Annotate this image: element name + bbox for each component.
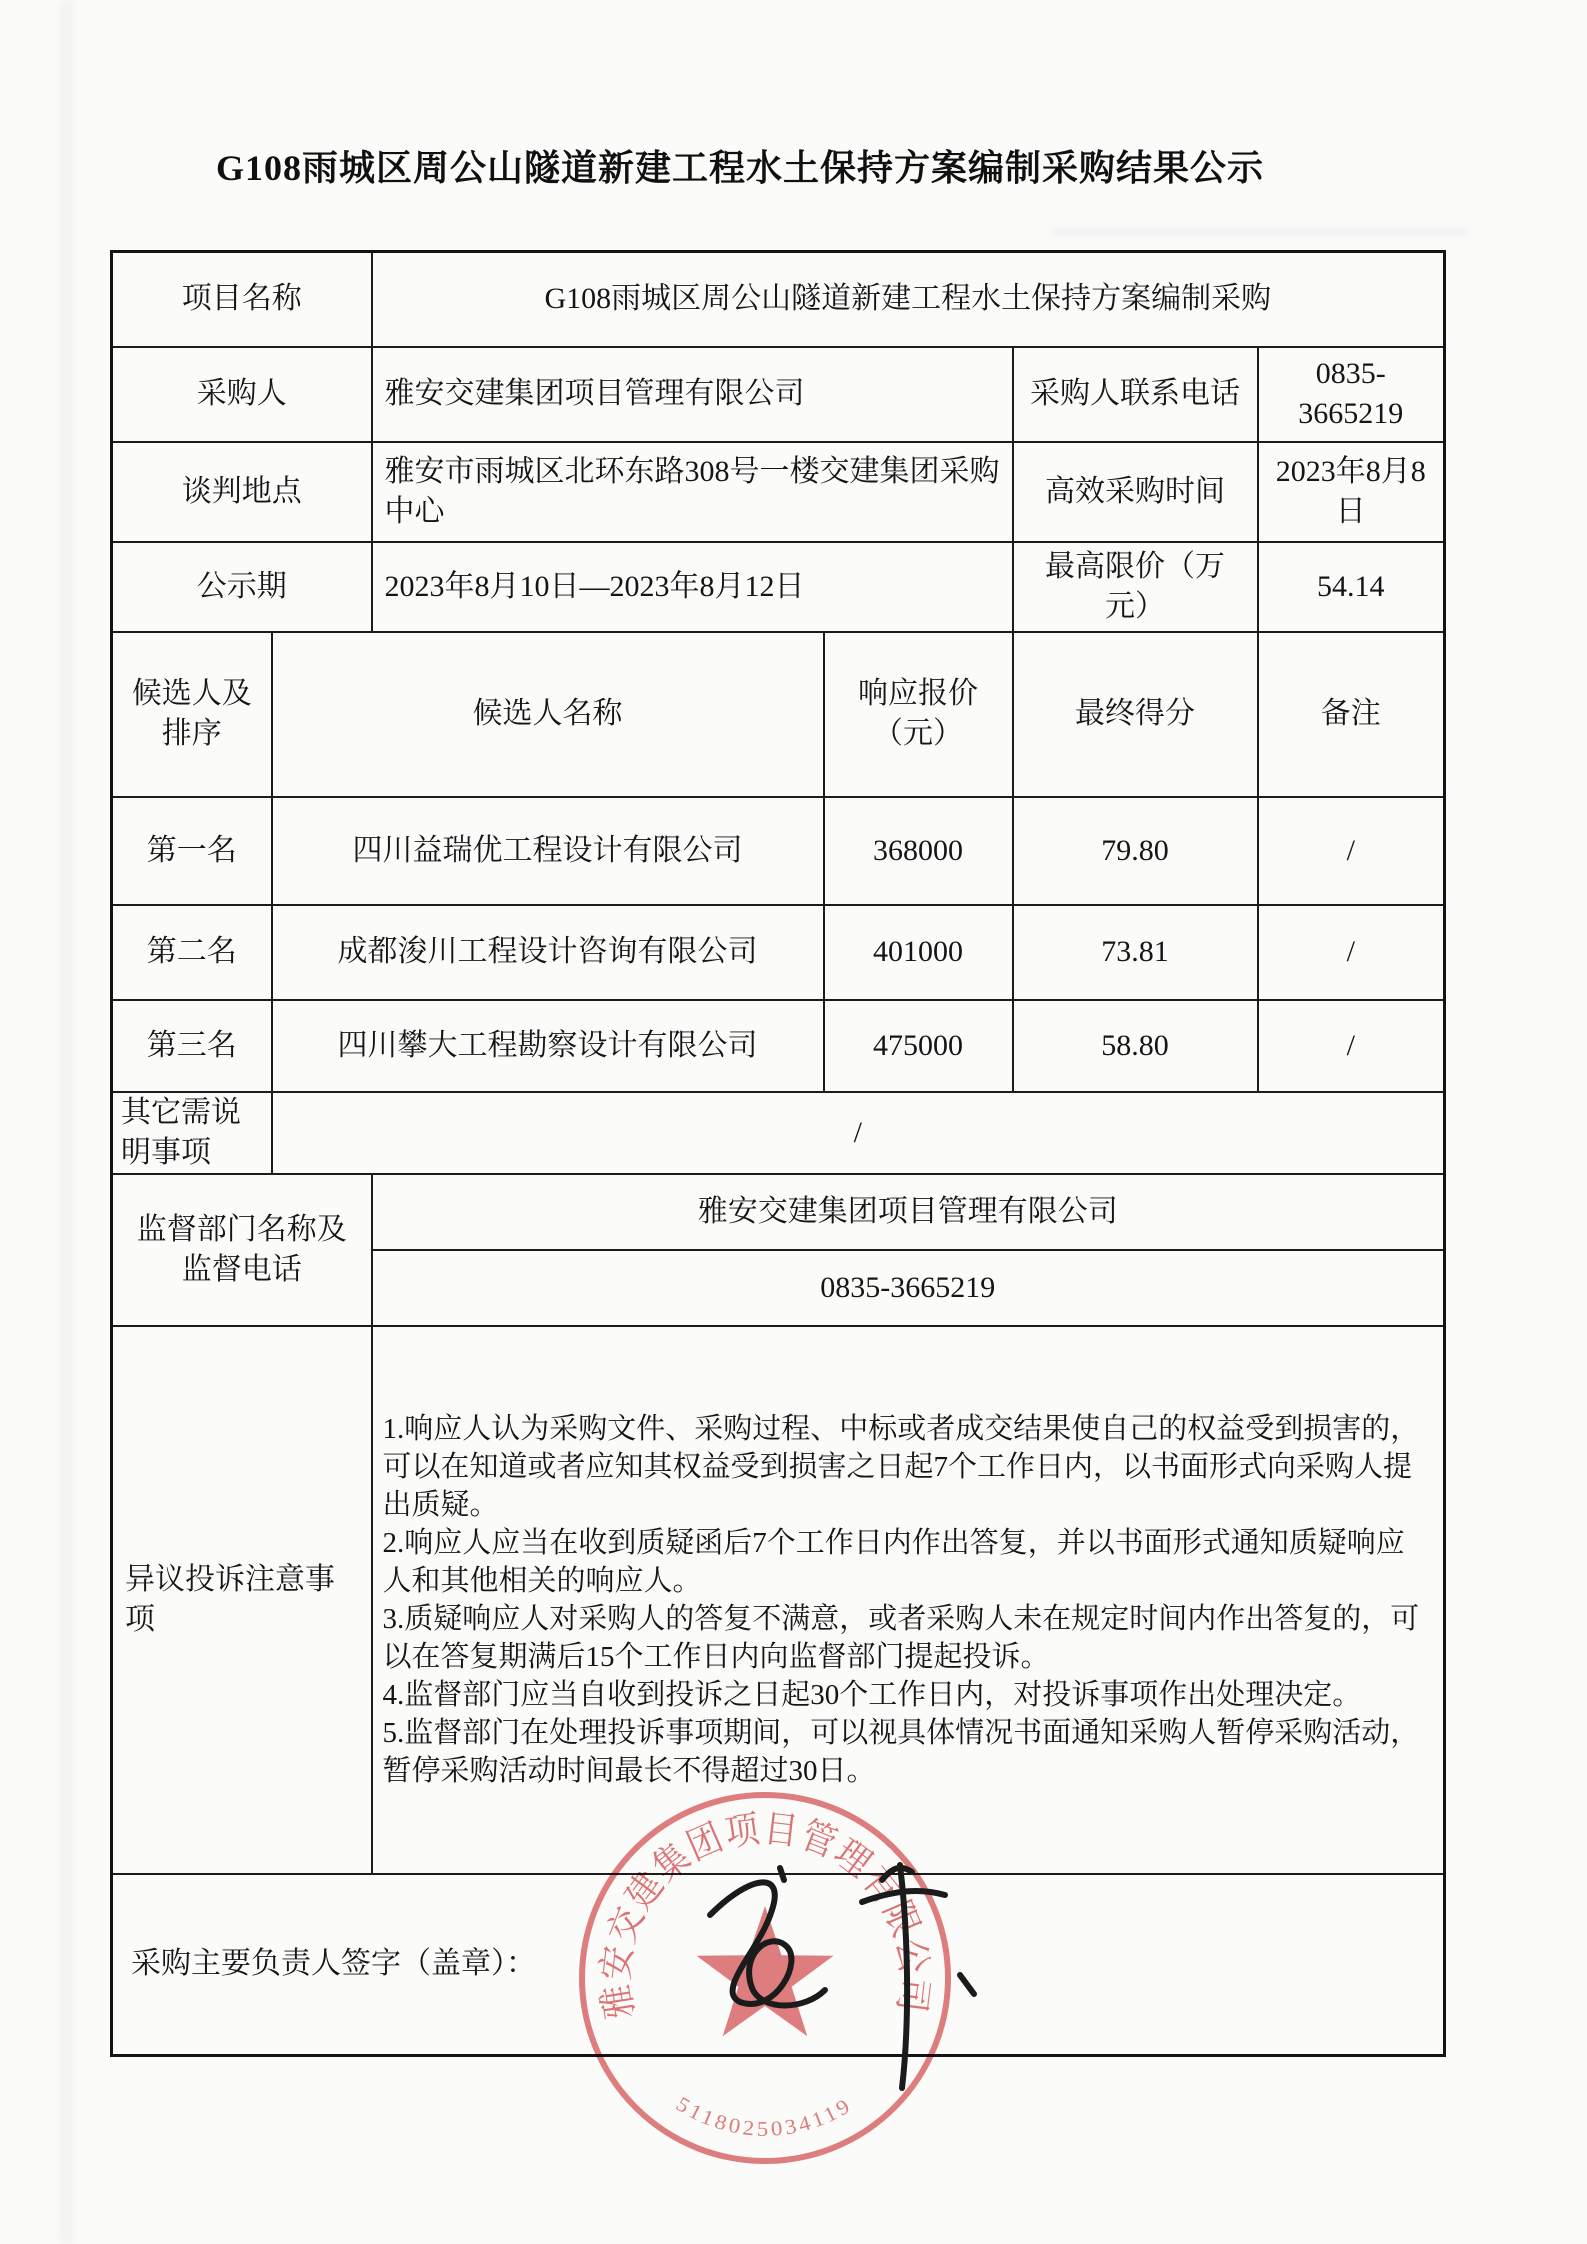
candidate-3-name: 四川攀大工程勘察设计有限公司 <box>272 1000 824 1092</box>
max-price-value: 54.14 <box>1258 542 1445 632</box>
row-negotiation-place <box>112 442 1445 542</box>
project-name-value: G108雨城区周公山隧道新建工程水土保持方案编制采购 <box>372 252 1445 347</box>
candidate-3-rank: 第三名 <box>112 1000 272 1092</box>
objection-item-4: 4.监督部门应当自收到投诉之日起30个工作日内，对投诉事项作出处理决定。 <box>382 1678 1362 1711</box>
candidate-2-rank: 第二名 <box>112 905 272 1000</box>
procurement-time-value: 2023年8月8日 <box>1258 442 1445 542</box>
publicity-period-value: 2023年8月10日—2023年8月12日 <box>372 542 1013 632</box>
supervision-phone-value: 0835-3665219 <box>372 1250 1445 1326</box>
purchaser-value: 雅安交建集团项目管理有限公司 <box>372 347 1013 442</box>
candidate-row-1 <box>112 797 1445 905</box>
row-other-notes <box>112 1092 1445 1174</box>
scan-artifact <box>1050 228 1470 236</box>
other-notes-value: / <box>272 1092 1445 1174</box>
candidate-3-score: 58.80 <box>1013 1000 1258 1092</box>
header-price: 响应报价（元） <box>824 632 1013 797</box>
candidates-header-row <box>112 632 1445 797</box>
row-publicity-period <box>112 542 1445 632</box>
objection-item-5: 5.监督部门在处理投诉事项期间，可以视具体情况书面通知采购人暂停采购活动，暂停采购活动时间最长不得超过30日。 <box>382 1716 1420 1787</box>
candidate-1-price: 368000 <box>824 797 1013 905</box>
objection-label: 异议投诉注意事项 <box>112 1326 372 1874</box>
other-notes-label: 其它需说明事项 <box>112 1092 272 1174</box>
row-purchaser <box>112 347 1445 442</box>
stamp-company-text: 雅安交建集团项目管理有限公司 <box>594 1807 936 2022</box>
max-price-label: 最高限价（万元） <box>1013 542 1258 632</box>
signature-label: 采购主要负责人签字（盖章）： <box>112 1874 1445 2056</box>
header-score: 最终得分 <box>1013 632 1258 797</box>
objection-item-2: 2.响应人应当在收到质疑函后7个工作日内作出答复，并以书面形式通知质疑响应人和其他相关的响应人。 <box>382 1526 1405 1597</box>
purchaser-phone-value: 0835-3665219 <box>1258 347 1445 442</box>
supervision-label: 监督部门名称及监督电话 <box>112 1174 372 1326</box>
negotiation-place-value: 雅安市雨城区北环东路308号一楼交建集团采购中心 <box>372 442 1013 542</box>
candidate-row-3 <box>112 1000 1445 1092</box>
candidate-1-score: 79.80 <box>1013 797 1258 905</box>
procurement-time-label: 高效采购时间 <box>1013 442 1258 542</box>
page-title: G108雨城区周公山隧道新建工程水土保持方案编制采购结果公示 <box>215 148 1264 189</box>
header-remark: 备注 <box>1258 632 1445 797</box>
row-project-name <box>112 252 1445 347</box>
candidate-2-name: 成都浚川工程设计咨询有限公司 <box>272 905 824 1000</box>
candidate-2-price: 401000 <box>824 905 1013 1000</box>
negotiation-place-label: 谈判地点 <box>112 442 372 542</box>
candidate-1-remark: / <box>1258 797 1445 905</box>
supervision-name-value: 雅安交建集团项目管理有限公司 <box>372 1174 1445 1250</box>
candidate-1-rank: 第一名 <box>112 797 272 905</box>
stamp-number-text: 5118025034119 <box>672 2091 856 2141</box>
row-supervision-name <box>112 1174 1445 1250</box>
header-rank: 候选人及排序 <box>112 632 272 797</box>
candidate-3-price: 475000 <box>824 1000 1013 1092</box>
candidate-row-2 <box>112 905 1445 1000</box>
purchaser-phone-label: 采购人联系电话 <box>1013 347 1258 442</box>
publicity-period-label: 公示期 <box>112 542 372 632</box>
candidate-1-name: 四川益瑞优工程设计有限公司 <box>272 797 824 905</box>
objection-item-1: 1.响应人认为采购文件、采购过程、中标或者成交结果使自己的权益受到损害的，可以在知道或者应知其权益受到损害之日起7个工作日内，以书面形式向采购人提出质疑。 <box>382 1412 1420 1521</box>
candidate-3-remark: / <box>1258 1000 1445 1092</box>
scan-artifact <box>60 0 74 2244</box>
signature-scribble <box>600 1840 1160 2110</box>
objection-item-3: 3.质疑响应人对采购人的答复不满意，或者采购人未在规定时间内作出答复的，可以在答复期满后15个工作日内向监督部门提起投诉。 <box>382 1602 1420 1673</box>
candidate-2-score: 73.81 <box>1013 905 1258 1000</box>
header-name: 候选人名称 <box>272 632 824 797</box>
purchaser-label: 采购人 <box>112 347 372 442</box>
candidate-2-remark: / <box>1258 905 1445 1000</box>
project-name-label: 项目名称 <box>112 252 372 347</box>
